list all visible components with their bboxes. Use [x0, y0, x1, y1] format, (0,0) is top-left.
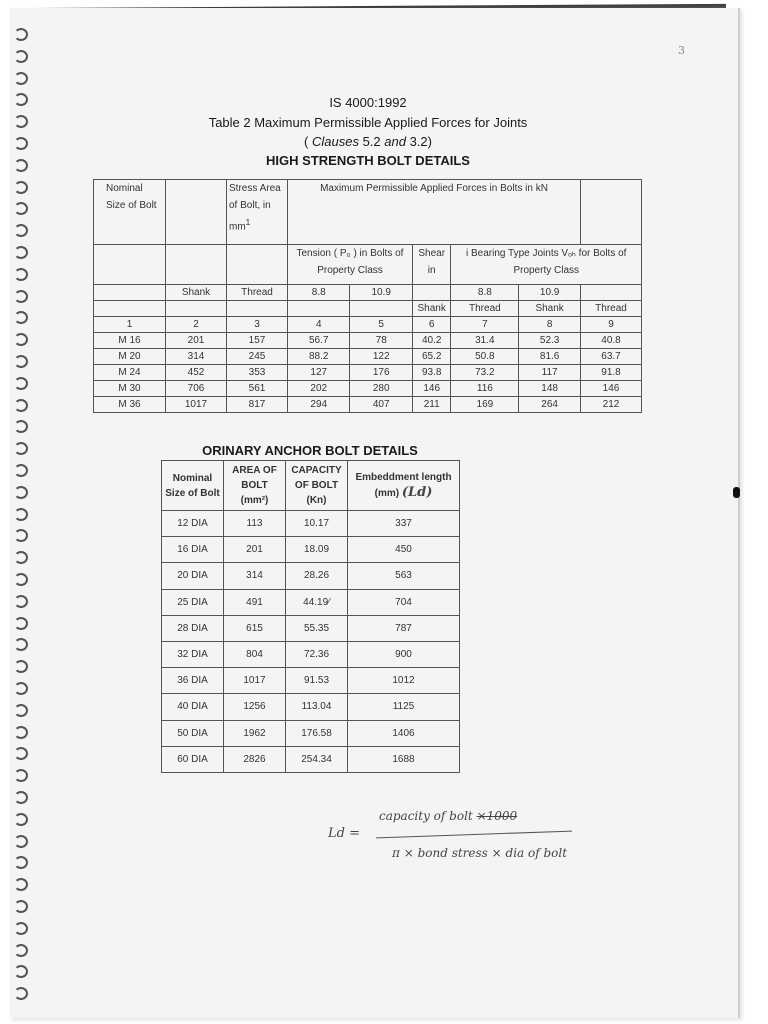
table-row: M 30 706 561 202 280 146 116 148 146 [94, 381, 642, 397]
table-row: 50 DIA 1962 176.58 1406 [162, 720, 460, 746]
sub-class-10-9: 10.9 [350, 285, 412, 301]
table-row: 40 DIA 1256 113.04 1125 [162, 694, 460, 720]
formula-lhs: Ld = [328, 826, 360, 841]
binding-ring [14, 638, 28, 651]
binding-ring [14, 726, 28, 739]
binding-ring [14, 93, 28, 106]
page-number: 3 [678, 44, 685, 57]
binding-ring [14, 290, 28, 303]
binding-ring [14, 333, 28, 346]
table-row: 60 DIA 2826 254.34 1688 [162, 746, 460, 772]
sub-bearing-thread: Thread [451, 301, 519, 317]
header-shear: Shear in [412, 245, 451, 285]
binding-ring [14, 617, 28, 630]
anchor-bolt-table [161, 460, 460, 773]
standard-code: IS 4000:1992 [329, 95, 407, 110]
table-row: 36 DIA 1017 91.53 1012 [162, 668, 460, 694]
table-row: M 20 314 245 88.2 122 65.2 50.8 81.6 63.7 [94, 349, 642, 365]
binding-ring [14, 965, 28, 978]
clauses-reference: ( Clauses 5.2 and 3.2) [304, 134, 432, 149]
header-bearing: i Bearing Type Joints Vₒₕ for Bolts of Property Class [451, 245, 642, 285]
table-title: Table 2 Maximum Permissible Applied Forces for Joints [208, 115, 528, 130]
binding-ring [14, 573, 28, 586]
header-nominal-size: Nominal Size of Bolt [94, 180, 166, 245]
binding-ring [14, 486, 28, 499]
binding-ring [14, 508, 28, 521]
binding-ring [14, 878, 28, 891]
sub-class-8-8: 8.8 [288, 285, 350, 301]
table-row: 25 DIA 491 44.19⁄ 704 [162, 589, 460, 615]
header-capacity: CAPACITY OF BOLT (Kn) [286, 461, 348, 511]
section-title-high-strength: HIGH STRENGTH BOLT DETAILS [266, 153, 470, 168]
binding-ring [14, 529, 28, 542]
formula-denominator: π × bond stress × dia of bolt [392, 846, 568, 860]
binding-ring [14, 682, 28, 695]
sub-shear-shank: Shank [412, 301, 451, 317]
table-row: M 24 452 353 127 176 93.8 73.2 117 91.8 [94, 365, 642, 381]
table-row: 20 DIA 314 28.26 563 [162, 563, 460, 589]
binding-ring [14, 115, 28, 128]
binding-ring [14, 813, 28, 826]
binding-ring [14, 660, 28, 673]
binding-ring [14, 28, 28, 41]
binding-ring [14, 769, 28, 782]
sub-class-10-9-bearing: 10.9 [519, 285, 581, 301]
table-row: 32 DIA 804 72.36 900 [162, 641, 460, 667]
binding-ring [14, 399, 28, 412]
binding-ring [14, 137, 28, 150]
header-embedment: Embeddment length (mm) (Ld) [348, 461, 460, 511]
binding-ring [14, 835, 28, 848]
header-max-forces: Maximum Permissible Applied Forces in Bolts in kN [288, 180, 581, 245]
section-title-anchor-bolt: ORINARY ANCHOR BOLT DETAILS [202, 443, 418, 458]
binding-ring [14, 181, 28, 194]
binding-ring [14, 856, 28, 869]
column-number-row: 1 2 3 4 5 6 7 8 9 [94, 317, 642, 333]
binding-ring [14, 311, 28, 324]
binding-ring [14, 551, 28, 564]
binding-ring [14, 50, 28, 63]
binding-ring [14, 987, 28, 1000]
binding-ring [14, 922, 28, 935]
binding-ring [14, 747, 28, 760]
header-tension: Tension ( P₀ ) in Bolts of Property Class [288, 245, 413, 285]
header-nominal: Nominal Size of Bolt [162, 461, 224, 511]
sub-class-8-8-bearing: 8.8 [451, 285, 519, 301]
spiral-binding [10, 28, 40, 1018]
binding-ring [14, 355, 28, 368]
binding-ring [14, 377, 28, 390]
binding-ring [14, 595, 28, 608]
binding-ring [14, 159, 28, 172]
header-stress-area: Stress Area of Bolt, in $mm^1$ [227, 180, 288, 245]
binding-ring [14, 704, 28, 717]
binding-ring [14, 224, 28, 237]
ink-mark [733, 487, 740, 498]
binding-ring [14, 900, 28, 913]
binding-ring [14, 442, 28, 455]
binding-ring [14, 202, 28, 215]
sub-thread: Thread [227, 285, 288, 301]
binding-ring [14, 791, 28, 804]
high-strength-bolt-table [93, 179, 642, 413]
binding-ring [14, 72, 28, 85]
table-row: M 36 1017 817 294 407 211 169 264 212 [94, 397, 642, 413]
sub-bearing-shank: Shank [519, 301, 581, 317]
table-row: M 16 201 157 56.7 78 40.2 31.4 52.3 40.8 [94, 333, 642, 349]
binding-ring [14, 420, 28, 433]
sub-shank: Shank [166, 285, 227, 301]
header-area: AREA OF BOLT (mm²) [224, 461, 286, 511]
sub-bearing-thread-b: Thread [581, 301, 642, 317]
formula-numerator: capacity of bolt ×1000 [379, 809, 518, 823]
binding-ring [14, 268, 28, 281]
binding-ring [14, 464, 28, 477]
table-row: 16 DIA 201 18.09 450 [162, 537, 460, 563]
table-row: 28 DIA 615 55.35 787 [162, 615, 460, 641]
handwritten-ld: (Ld) [401, 485, 433, 500]
binding-ring [14, 944, 28, 957]
table-row: 12 DIA 113 10.17 337 [162, 511, 460, 537]
binding-ring [14, 246, 28, 259]
struck-text: ×1000 [476, 809, 518, 823]
